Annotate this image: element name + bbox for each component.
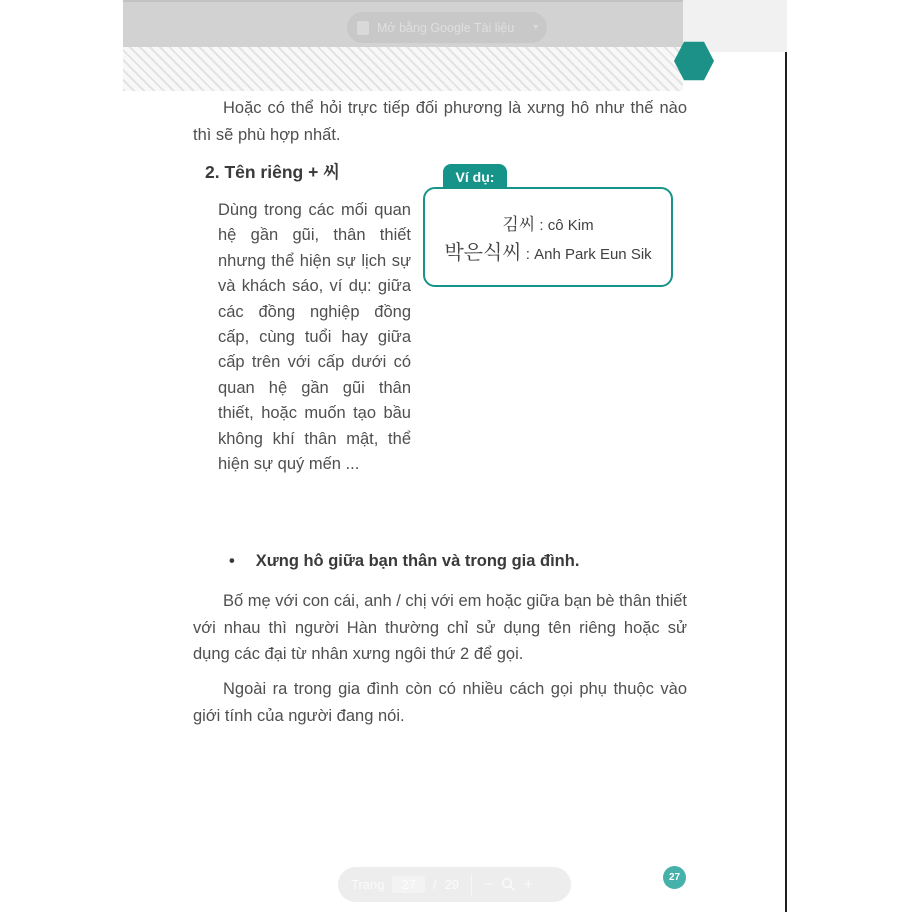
document-page [123, 0, 787, 912]
chevron-down-icon[interactable]: ▾ [533, 22, 539, 33]
page-number-badge: 27 [663, 866, 686, 889]
page-label: Trang [351, 877, 385, 892]
bullet-heading-label: Xưng hô giữa bạn thân và trong gia đình. [255, 552, 580, 570]
page-separator: / [432, 877, 437, 892]
total-pages-label: 29 [444, 877, 460, 892]
example-item [444, 236, 651, 265]
example-meaning-text: : cô Kim [535, 216, 594, 234]
example-item [502, 210, 593, 235]
current-page-input[interactable]: 27 [392, 876, 424, 893]
open-button-label: Mở bằng Google Tài liệu [377, 20, 515, 35]
open-with-google-docs-button[interactable] [347, 12, 547, 43]
example-box [423, 187, 673, 287]
family-paragraph-2: Ngoài ra trong gia đình còn có nhiều cách gọi phụ thuộc vào giới tính của người đang nói. [193, 680, 687, 725]
zoom-in-button[interactable]: + [523, 876, 533, 893]
intro-paragraph: Hoặc có thể hỏi trực tiếp đối phương là xưng hô như thế nào thì sẽ phù hợp nhất. [193, 99, 687, 144]
viewer-toolbar [123, 0, 683, 47]
page-controls-bar [338, 867, 571, 902]
magnifier-icon[interactable] [501, 877, 516, 892]
hatched-stripe-band [123, 47, 683, 91]
bullet-heading [229, 552, 579, 571]
zoom-out-button[interactable]: − [484, 876, 493, 893]
section-heading: 2. Tên riêng + 씨 [205, 162, 341, 182]
family-paragraph-1: Bố mẹ với con cái, anh / chị với em hoặc giữa bạn bè thân thiết với nhau thì người Hàn thường chỉ sử dụng tên riêng hoặc sử dụng các đại từ nhân xưng ngôi thứ 2 để gọi. [193, 592, 687, 663]
example-meaning-text: : Anh Park Eun Sik [521, 245, 652, 263]
example-korean-text: 박은식씨 [444, 241, 522, 264]
example-korean-text: 김씨 [502, 214, 536, 234]
section-body-paragraph: Dùng trong các mối quan hệ gần gũi, thân thiết nhưng thể hiện sự lịch sự và khách sáo, ví dụ: giữa các đồng nghiệp đồng cấp, cùng tuổi hay giữa cấp trên với cấp dưới có quan hệ gần gũi thân thiết, hoặc muốn tạo bầu không khí thân mật, thể hiện sự quý mến ... [218, 201, 411, 474]
controls-divider [471, 874, 472, 896]
example-tab-label: Ví dụ: [443, 164, 507, 189]
bullet-marker: • [229, 552, 235, 570]
document-icon [357, 21, 369, 35]
